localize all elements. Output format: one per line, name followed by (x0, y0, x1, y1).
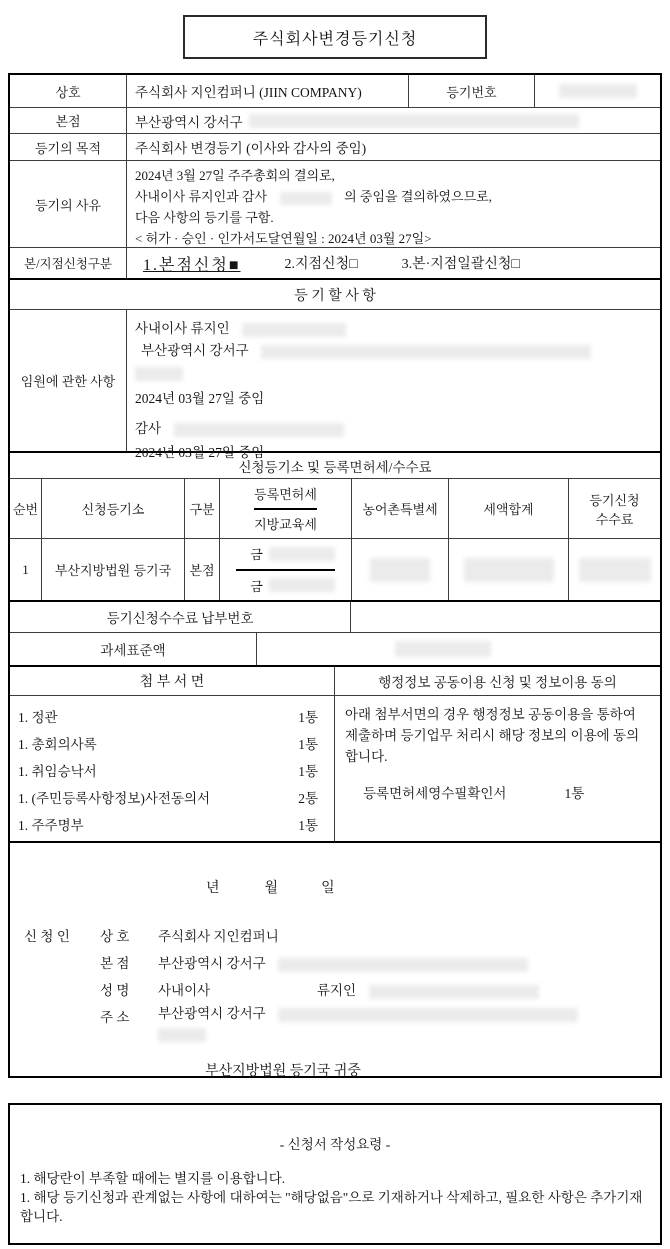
attachment-count: 1통 (298, 764, 318, 779)
registration-form-table (8, 73, 662, 1078)
tax-col-farm-tax: 농어촌특별세 (352, 479, 449, 538)
applicant-field-label: 주 소 (100, 1010, 130, 1025)
officers-label: 임원에 관한 사항 (10, 310, 127, 451)
instructions-line-1: 1. 해당란이 부족할 때에는 별지를 이용합니다. (20, 1171, 286, 1186)
head-office-value (127, 108, 660, 133)
tax-row-type: 본점 (185, 539, 220, 600)
instructions-title: - 신청서 작성요령 - (279, 1137, 391, 1152)
applicant-field-label: 성 명 (100, 983, 130, 998)
tax-base-value (257, 633, 660, 665)
attachment-item (10, 785, 334, 812)
tax-base-row (10, 632, 660, 665)
attachments-list (10, 696, 335, 841)
reason-label: 등기의 사유 (10, 161, 127, 247)
registration-number-value (535, 75, 660, 107)
company-name-label: 상호 (10, 75, 127, 107)
consent-body: 아래 첨부서면의 경우 행정정보 공동이용을 통하여 제출하며 등기업무 처리시 해당 정보의 이용에 동의합니다. (345, 707, 640, 764)
attachment-name: 1. 취임승낙서 (18, 764, 97, 779)
edu-amount-prefix: 금 (250, 578, 263, 594)
attachment-count: 1통 (298, 818, 318, 833)
date-month: 월 (264, 881, 279, 896)
branch-type-label: 본/지점신청구분 (10, 248, 127, 278)
company-name-row (10, 75, 660, 107)
officer-director-date-line: 2024년 03월 27일 중임 (135, 391, 265, 406)
officer-auditor-line (135, 418, 652, 440)
officers-value (127, 310, 660, 460)
tax-col-type: 구분 (185, 479, 220, 538)
redacted-total-tax-amount (464, 558, 554, 582)
tax-col-no: 순번 (10, 479, 42, 538)
tax-base-label: 과세표준액 (10, 633, 257, 665)
tax-col-edu-tax: 지방교육세 (254, 517, 317, 533)
officer-director-name: 사내이사 류지인 (135, 321, 230, 336)
payment-number-row (10, 600, 660, 632)
reason-line-1: 2024년 3월 27일 주주총회의 결의로, (135, 168, 335, 183)
purpose-value: 주식회사 변경등기 (이사와 감사의 중임) (135, 141, 367, 156)
purpose-label: 등기의 목적 (10, 134, 127, 160)
payment-number-label: 등기신청수수료 납부번호 (10, 602, 351, 632)
attachment-count: 2통 (298, 791, 318, 806)
attachments-header-row (10, 665, 660, 695)
redacted-auditor-info (174, 423, 344, 437)
applicant-address-value (158, 1004, 660, 1044)
tax-row-license-amount (236, 539, 335, 571)
applicant-field-label: 상 호 (100, 929, 130, 944)
officer-director-line (135, 318, 652, 340)
branch-type-options (127, 248, 660, 278)
tax-row-license-edu (220, 539, 352, 600)
redacted-registration-number (559, 84, 637, 98)
officer-auditor-date-line: 2024년 03월 27일 중임 (135, 445, 265, 460)
applicant-office-value (158, 950, 660, 977)
attachment-count: 1통 (298, 737, 318, 752)
consent-doc-count: 1통 (564, 786, 585, 801)
license-amount-prefix: 금 (250, 547, 263, 563)
applicant-company-value: 주식회사 지인컴퍼니 (158, 929, 279, 944)
attachment-name: 1. 정관 (18, 710, 58, 725)
redacted-fee-amount (579, 558, 651, 582)
reason-line-2 (135, 186, 652, 207)
tax-col-fee-line2: 수수료 (595, 511, 634, 527)
tax-col-license-tax: 등록면허세 (254, 479, 317, 510)
branch-type-option-both-checkbox[interactable]: 3.본·지점일괄신청□ (401, 257, 520, 272)
document-title: 주식회사변경등기신청 (252, 30, 418, 48)
tax-row-fee (569, 539, 660, 600)
purpose-row (10, 133, 660, 160)
attachment-count: 1통 (298, 710, 318, 725)
redacted-applicant-seal (369, 985, 539, 999)
officer-director-address-cont-line (135, 362, 652, 384)
officer-auditor-title: 감사 (135, 421, 162, 436)
applicant-signature-block (10, 841, 660, 1079)
officers-row (10, 309, 660, 460)
head-office-label: 본점 (10, 108, 127, 133)
head-office-row (10, 107, 660, 133)
consent-doc-name: 등록면허세영수필확인서 (363, 786, 507, 801)
applicant-title-text: 사내이사 (158, 983, 211, 998)
branch-type-option-branch-checkbox[interactable]: 2.지점신청□ (284, 257, 358, 272)
officer-director-address: 부산광역시 강서구 (141, 343, 249, 358)
instructions-box (8, 1103, 662, 1245)
reason-line-2-text: 사내이사 류지인과 감사 (135, 189, 268, 204)
applicant-name-text: 류지인 (316, 983, 357, 998)
reason-line-4: < 허가 · 승인 · 인가서도달연월일 : 2024년 03월 27일> (135, 231, 432, 246)
tax-row-no: 1 (10, 539, 42, 600)
tax-row-edu-amount (236, 571, 335, 601)
document-title-box (183, 15, 487, 59)
tax-col-total: 세액합계 (449, 479, 569, 538)
redacted-head-office-address (249, 114, 579, 128)
consent-header: 행정정보 공동이용 신청 및 정보이용 동의 (378, 675, 617, 690)
branch-type-option-head-office-checkbox[interactable]: 1.본점신청■ (143, 256, 241, 274)
attachment-item (10, 758, 334, 785)
redacted-edu-tax-amount (269, 578, 335, 592)
court-line: 부산지방법원 등기국 귀중 (205, 1064, 361, 1079)
date-year: 년 (206, 881, 220, 896)
tax-table-header-row (10, 478, 660, 538)
tax-col-office: 신청등기소 (42, 479, 185, 538)
applicant-field-label: 본 점 (100, 956, 130, 971)
applicant-fields (24, 923, 660, 1044)
payment-number-value (351, 602, 660, 632)
tax-table-data-row (10, 538, 660, 600)
consent-doc-line (345, 783, 650, 804)
attachments-content-row (10, 695, 660, 841)
consent-content (335, 696, 660, 841)
redacted-applicant-address (278, 1008, 578, 1022)
applicant-label: 신 청 인 (24, 929, 70, 944)
redacted-applicant-address-cont (158, 1028, 206, 1042)
redacted-farm-tax-amount (370, 558, 430, 582)
redacted-license-tax-amount (269, 547, 335, 561)
redacted-tax-base-amount (395, 641, 491, 657)
tax-col-fee (569, 479, 660, 538)
company-name-value: 주식회사 지인컴퍼니 (JIIN COMPANY) (127, 75, 409, 107)
attachment-item (10, 704, 334, 731)
reason-line-2-text-b: 의 중임을 결의하였으므로, (344, 189, 492, 204)
reason-value (127, 161, 660, 247)
tax-row-total (449, 539, 569, 600)
attachments-header: 첨 부 서 면 (10, 667, 335, 695)
head-office-address: 부산광역시 강서구 (135, 114, 243, 130)
attachment-name: 1. (주민등록사항정보)사전동의서 (18, 791, 211, 806)
reason-row (10, 160, 660, 247)
date-line (206, 877, 660, 897)
reason-line-3: 다음 사항의 등기를 구함. (135, 210, 274, 225)
officer-director-address-line (135, 340, 652, 362)
redacted-applicant-office (278, 958, 528, 972)
applicant-office-text: 부산광역시 강서구 (158, 956, 266, 971)
applicant-address-text: 부산광역시 강서구 (158, 1006, 266, 1021)
tax-row-farm-tax (352, 539, 449, 600)
attachment-item (10, 812, 334, 839)
redacted-director-address (261, 345, 591, 359)
tax-col-fee-line1: 등기신청 (589, 492, 640, 508)
instructions-line-2: 1. 해당 등기신청과 관계없는 사항에 대하여는 "해당없음"으로 기재하거나 삭제하고, 필요한 사항은 추가기재합니다. (20, 1190, 643, 1224)
tax-row-office: 부산지방법원 등기국 (42, 539, 185, 600)
branch-type-row (10, 247, 660, 278)
date-day: 일 (321, 881, 335, 896)
redacted-auditor-name (280, 192, 332, 205)
register-items-section-title: 등 기 할 사 항 (294, 288, 376, 304)
redacted-director-address-cont (135, 367, 183, 381)
attachment-item (10, 731, 334, 758)
tax-section-title: 신청등기소 및 등록면허세/수수료 (238, 459, 432, 475)
registration-number-label: 등기번호 (409, 75, 535, 107)
redacted-director-id (242, 323, 346, 337)
register-items-section-header (10, 278, 660, 309)
attachment-name: 1. 총회의사록 (18, 737, 97, 752)
tax-col-license-edu (220, 479, 352, 538)
applicant-name-value (158, 977, 660, 1004)
attachment-name: 1. 주주명부 (18, 818, 84, 833)
